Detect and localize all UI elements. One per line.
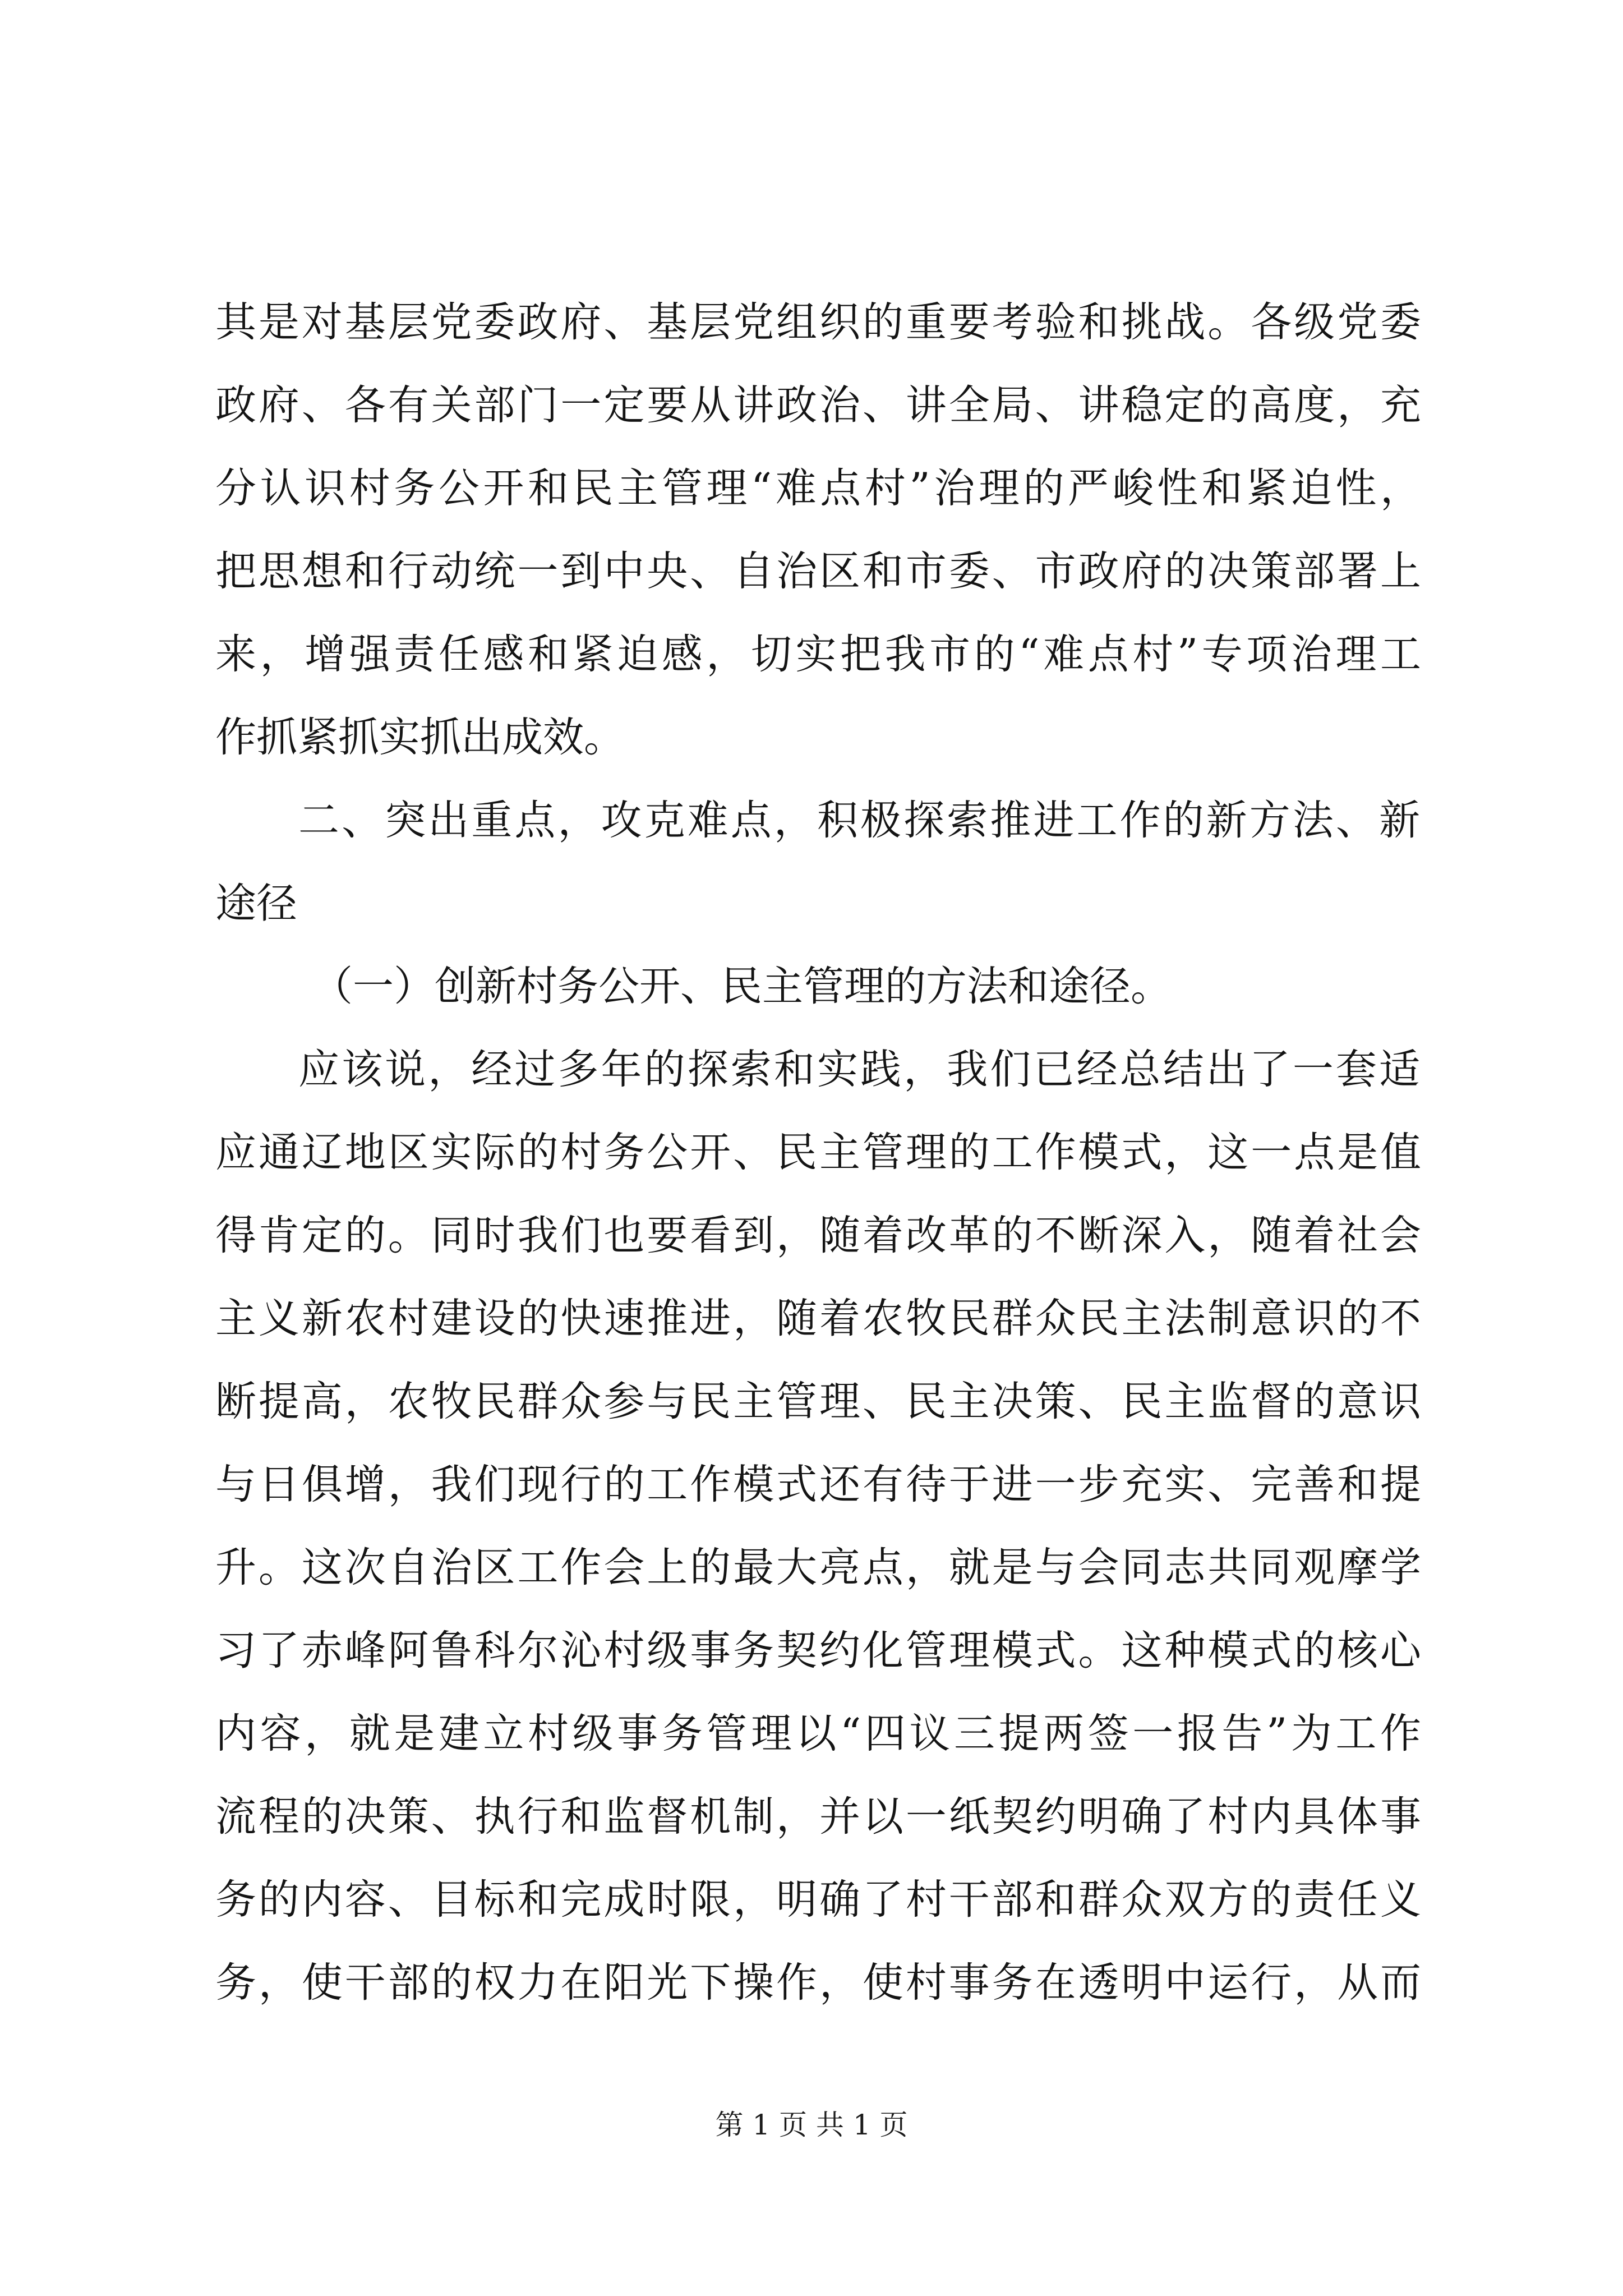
body-text-line: 断提高，农牧民群众参与民主管理、民主决策、民主监督的意识 [215,1378,1421,1425]
body-text-line: 务，使干部的权力在阳光下操作，使村事务在透明中运行，从而 [215,1959,1421,2007]
subsection-heading: （一）创新村务公开、民主管理的方法和途径。 [312,963,1172,1010]
body-text-line: 应该说，经过多年的探索和实践，我们已经总结出了一套适 [298,1046,1420,1093]
body-text-line: 把思想和行动统一到中央、自治区和市委、市政府的决策部署上 [215,547,1421,595]
body-text-line: 其是对基层党委政府、基层党组织的重要考验和挑战。各级党委 [215,298,1421,346]
body-text-line: 与日俱增，我们现行的工作模式还有待于进一步充实、完善和提 [215,1461,1421,1508]
body-text-line: 来，增强责任感和紧迫感，切实把我市的“难点村”专项治理工 [215,631,1421,678]
body-text-line: 务的内容、目标和完成时限，明确了村干部和群众双方的责任义 [215,1876,1421,1924]
page-number-footer: 第 1 页 共 1 页 [715,2109,908,2141]
body-text-line: 应通辽地区实际的村务公开、民主管理的工作模式，这一点是值 [215,1129,1421,1176]
body-text-line: 政府、各有关部门一定要从讲政治、讲全局、讲稳定的高度，充 [215,381,1421,429]
section-heading-line: 途径 [215,880,297,927]
body-text-line: 内容，就是建立村级事务管理以“四议三提两签一报告”为工作 [215,1710,1421,1757]
body-text-line: 主义新农村建设的快速推进，随着农牧民群众民主法制意识的不 [215,1295,1421,1342]
body-text-line: 得肯定的。同时我们也要看到，随着改革的不断深入，随着社会 [215,1212,1421,1259]
body-text-line: 升。这次自治区工作会上的最大亮点，就是与会同志共同观摩学 [215,1544,1421,1591]
body-text-line: 分认识村务公开和民主管理“难点村”治理的严峻性和紧迫性， [215,464,1421,512]
section-heading-line: 二、突出重点，攻克难点，积极探索推进工作的新方法、新 [298,797,1420,844]
body-text-line: 流程的决策、执行和监督机制，并以一纸契约明确了村内具体事 [215,1793,1421,1841]
body-text-line: 作抓紧抓实抓出成效。 [215,714,625,761]
body-text-line: 习了赤峰阿鲁科尔沁村级事务契约化管理模式。这种模式的核心 [215,1627,1421,1674]
